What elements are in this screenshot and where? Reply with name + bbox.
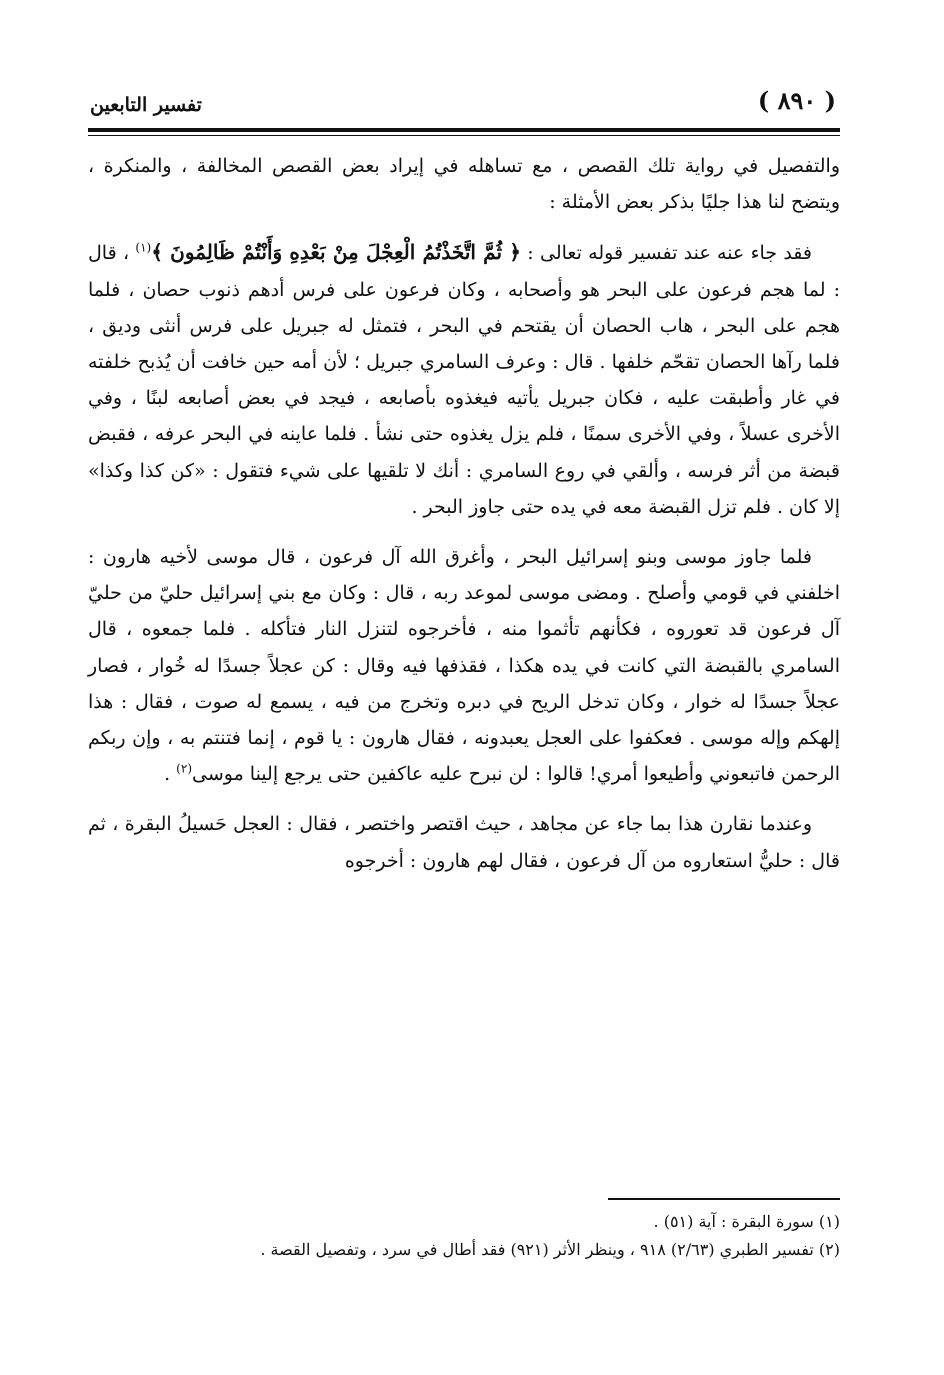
paragraph-text: فلما جاوز موسى وبنو إسرائيل البحر ، وأغرق الله آل فرعون ، قال موسى لأخيه هارون : اخلفني في قومي وأصلح . ومضى موسى لموعد ربه ، قال : وكان مع بني إسرائيل حليّ من حليّ آل فرعون قد تعوروه ، فكأنهم تأثموا منه ، فأخرجوه لتنزل النار فتأكله . فلما جمعوه ، قال السامري بالقبضة التي كانت في يده هكذا ، فقذفها فيه وقال : كن عجلاً جسدًا له خُوار ، فصار عجلاً جسدًا له خوار ، وكان تدخل الريح في دبره وتخرج من فيه ، يسمع له صوت ، فقال : هذا إلهكم وإله موسى . فعكفوا على العجل يعبدونه ، فقال هارون : يا قوم ، إنما فتنتم به ، وإن ربكم الرحمن فاتبعوني وأطيعوا أمري! قالوا : لن نبرح عليه عاكفين حتى يرجع إلينا موسى (88, 546, 840, 786)
main-text (88, 148, 840, 879)
book-title: تفسير التابعين (90, 94, 202, 116)
paragraph-text: ، قال : لما هجم فرعون على البحر هو وأصحابه ، وكان فرعون على فرس أدهم ذنوب حصان ، فلما هجم على البحر ، هاب الحصان أن يقتحم في البحر ، فتمثل له جبريل على فرس أنثى وديق ، فلما رآها الحصان تقحّم خلفها . قال : وعرف السامري جبريل ؛ لأن أمه حين خافت أن يُذبح خلفته في غار وأطبقت عليه ، فكان جبريل يأتيه فيغذوه بأصابعه ، فيجد في بعض أصابعه لبنًا ، وفي الأخرى عسلاً ، وفي الأخرى سمنًا ، فلم يزل يغذوه حتى نشأ . فلما عاينه في البحر عرفه ، فقبض قبضة من أثر فرسه ، وألقي في روع السامري : أنك لا تلقيها على شيء فتقول : «كن كذا وكذا» إلا كان . فلم تزل القبضة معه في يده حتى جاوز البحر . (88, 242, 840, 518)
footnote-divider (608, 1198, 840, 1200)
paragraph-text: وعندما نقارن هذا بما جاء عن مجاهد ، حيث اقتصر واختصر ، فقال : العجل حَسيلُ البقرة ، ثم قال : حليُّ استعاروه من آل فرعون ، فقال لهم هارون : أخرجوه (88, 813, 840, 872)
footnote-reference: (٢) (176, 761, 192, 776)
footnote-reference: (١) (135, 241, 152, 256)
paragraph (88, 234, 840, 525)
footnote: (٢) تفسير الطبري (٢/٦٣) ٩١٨ ، وينظر الأثر (٩٢١) فقد أطال في سرد ، وتفصيل القصة . (260, 1240, 840, 1259)
paragraph-intro: فقد جاء عنه عند تفسير قوله تعالى : (527, 242, 812, 265)
page-header (88, 84, 840, 128)
header-divider-thick (88, 128, 840, 132)
paragraph-tail: . (164, 763, 177, 786)
footnote: (١) سورة البقرة : آية (٥١) . (653, 1212, 840, 1231)
paragraph-text: والتفصيل في رواية تلك القصص ، مع تساهله في إيراد بعض القصص المخالفة ، والمنكرة ، ويتضح لنا هذا جليًا بذكر بعض الأمثلة : (88, 155, 840, 214)
paragraph (88, 539, 840, 792)
footnotes-section (88, 1198, 840, 1264)
page-number: ( ٨٩٠ ) (757, 86, 836, 115)
quran-verse: ﴿ ثُمَّ اتَّخَذْتُمُ الْعِجْلَ مِنْ بَعْدِهِ وَأَنْتُمْ ظَالِمُونَ ﴾ (151, 240, 521, 265)
paragraph (88, 806, 840, 878)
header-divider-thin (88, 135, 840, 136)
paragraph (88, 148, 840, 220)
book-page (88, 84, 840, 1304)
